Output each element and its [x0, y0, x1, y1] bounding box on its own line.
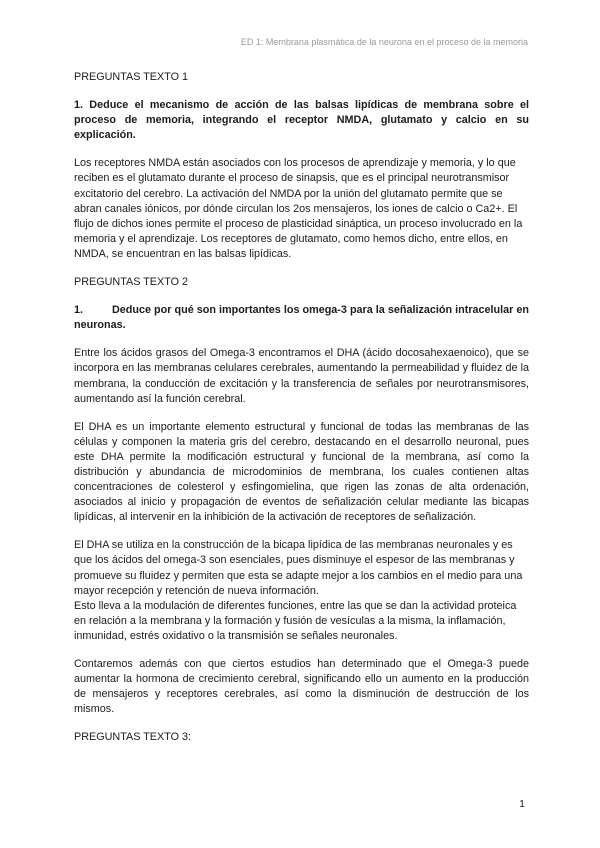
question-texto-2 — [74, 303, 529, 333]
question-number: 1. — [74, 304, 84, 317]
answer-paragraph: Entre los ácidos grasos del Omega-3 encontramos el DHA (ácido docosahexaenoico), que se incorpora en las membranas celulares cerebrales, aumentando la permeabilidad y fluidez de la membrana, la conducción de excitación y la transferencia de señales por neurotransmisores, aumentando así la función cerebral. — [74, 347, 529, 405]
question-text: Deduce por qué son importantes los omega-3 para la señalización intracelular en neuronas. — [74, 304, 529, 332]
page-number: 1 — [519, 798, 525, 810]
section-heading-texto-2: PREGUNTAS TEXTO 2 — [74, 276, 188, 289]
section-heading-texto-1: PREGUNTAS TEXTO 1 — [74, 71, 188, 83]
answer-paragraph: Los receptores NMDA están asociados con los procesos de aprendizaje y memoria, y lo que reciben es el glutamato durante el proceso de sinapsis, que es el principal neurotransmisor excitatorio del cerebro. La activación del NMDA por la unión del glutamato permite que se abran canales iónicos, por dónde circulan los 2os mensajeros, los iones de calcio o Ca2+. El flujo de dichos iones permite el proceso de plasticidad sináptica, un proceso involucrado en la memoria y el aprendizaje. Los receptores de glutamato, como hemos dicho, entre ellos, en NMDA, se encuentran en las balsas lipídicas. — [74, 157, 523, 260]
answer-paragraph: El DHA se utiliza en la construcción de la bicapa lipídica de las membranas neuronales y es que los ácidos del omega-3 son esenciales, pues disminuye el espesor de las membranas y promueve su fluidez y permiten que esta se adapte mejor a los cambios en el medio para una mayor recepción y retención de nueva información. — [74, 539, 523, 597]
section-heading-texto-3: PREGUNTAS TEXTO 3: — [74, 731, 191, 744]
question-texto-1: 1. Deduce el mecanismo de acción de las balsas lipídicas de membrana sobre el proceso de memoria, integrando el receptor NMDA, glutamato y calcio en su explicación. — [74, 99, 529, 142]
running-header: ED 1: Membrana plasmática de la neurona en el proceso de la memoria — [240, 37, 528, 47]
answer-paragraph: Contaremos además con que ciertos estudios han determinado que el Omega-3 puede aumentar la hormona de crecimiento cerebral, significando ello un aumento en la producción de mensajeros y receptores cerebrales, así como la disminución de destrucción de los mismos. — [74, 658, 529, 716]
answer-paragraph: Esto lleva a la modulación de diferentes funciones, entre las que se dan la actividad proteica en relación a la membrana y la formación y fusión de vesículas a la misma, la inflamación, inmunidad, estrés oxidativo o la transmisión se señales neuronales. — [74, 599, 517, 642]
answer-paragraph: El DHA es un importante elemento estructural y funcional de todas las membranas de las células y componen la materia gris del cerebro, destacando en el desarrollo neuronal, pues este DHA permite la modificación estructural y funcional de la membrana, así como la distribución y abundancia de microdominios de membrana, los cuales contienen altas concentraciones de colesterol y esfingomielina, que rigen las zonas de alta ordenación, asociados al inicio y propagación de eventos de señalización celular mediante las bicapas lipídicas, al intervenir en la inhibición de la activación de receptores de señalización. — [74, 420, 529, 524]
page-content — [74, 70, 529, 758]
